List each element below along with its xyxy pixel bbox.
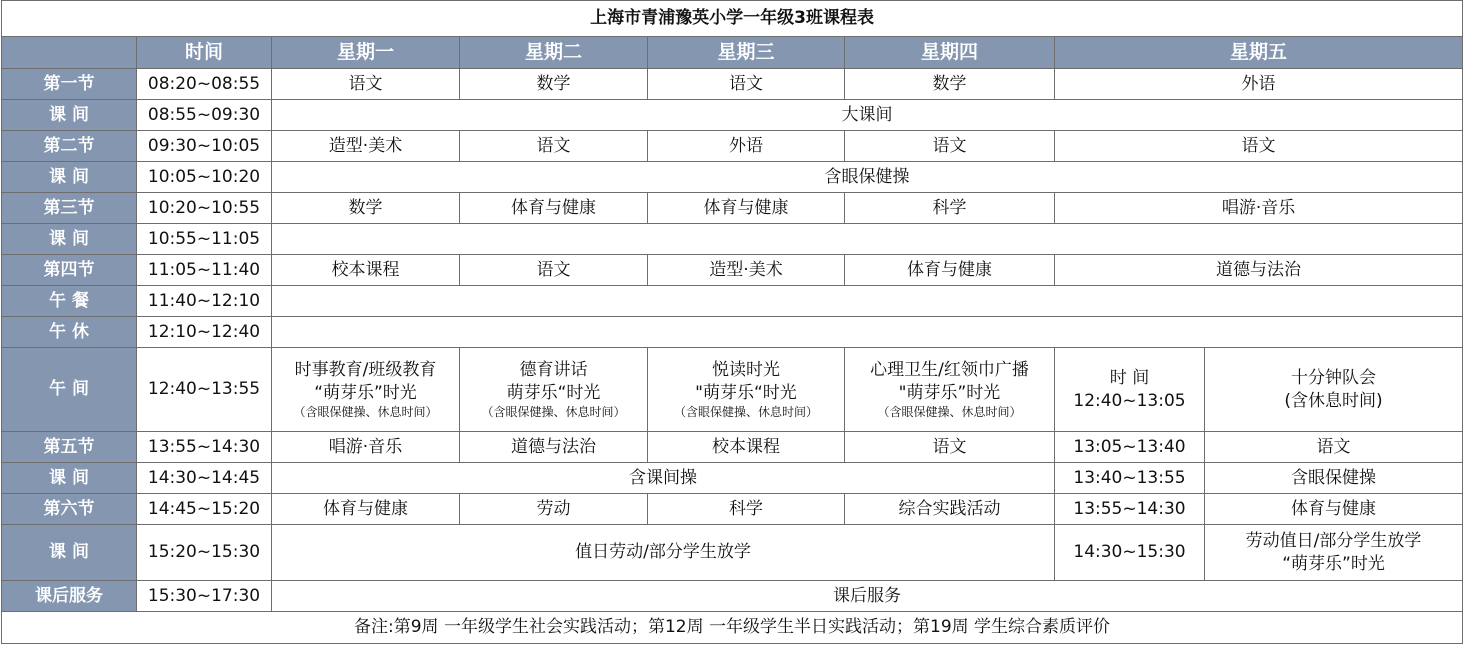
noon-line: 心理卫生/红领巾广播	[870, 359, 1029, 380]
period-label: 第四节	[2, 255, 137, 286]
period-label: 课 间	[2, 525, 137, 581]
table-row	[2, 432, 1463, 463]
page-title: 上海市青浦豫英小学一年级3班课程表	[2, 1, 1463, 37]
period-label: 课 间	[2, 224, 137, 255]
class-cell: 语文	[1205, 432, 1463, 463]
header-friday: 星期五	[1055, 37, 1463, 69]
class-cell: 语文	[272, 69, 460, 100]
class-cell: 体育与健康	[460, 193, 648, 224]
friday-time-cell: 13:40~13:55	[1055, 463, 1205, 494]
class-cell: 体育与健康	[272, 494, 460, 525]
class-cell: 道德与法治	[1055, 255, 1463, 286]
period-label: 课后服务	[2, 581, 137, 612]
break-cell	[272, 286, 1463, 317]
class-cell: 数学	[845, 69, 1055, 100]
class-cell: 语文	[460, 255, 648, 286]
break-cell: 值日劳动/部分学生放学	[272, 525, 1055, 581]
time-cell: 09:30~10:05	[137, 131, 272, 162]
time-cell: 10:55~11:05	[137, 224, 272, 255]
class-cell: 造型·美术	[272, 131, 460, 162]
class-cell: 唱游·音乐	[272, 432, 460, 463]
class-cell: 语文	[845, 432, 1055, 463]
period-label: 课 间	[2, 162, 137, 193]
table-row	[2, 255, 1463, 286]
noon-line: 悦读时光	[712, 359, 780, 380]
footer-note: 备注:第9周 一年级学生社会实践活动；第12周 一年级学生半日实践活动；第19周 学生综合素质评价	[2, 612, 1463, 644]
noon-note: （含眼保健操、休息时间）	[877, 404, 1022, 419]
class-cell: 语文	[460, 131, 648, 162]
noon-note: （含眼保健操、休息时间）	[673, 404, 818, 419]
break-cell	[272, 224, 1463, 255]
class-cell: 数学	[272, 193, 460, 224]
table-row	[2, 193, 1463, 224]
time-cell: 10:05~10:20	[137, 162, 272, 193]
table-row	[2, 286, 1463, 317]
break-cell: 大课间	[272, 100, 1463, 131]
table-row	[2, 131, 1463, 162]
time-cell: 11:05~11:40	[137, 255, 272, 286]
table-row	[2, 317, 1463, 348]
break-cell	[272, 317, 1463, 348]
friday-line: 劳动值日/部分学生放学	[1245, 530, 1422, 551]
time-cell: 15:30~17:30	[137, 581, 272, 612]
class-cell: 校本课程	[272, 255, 460, 286]
class-cell: 含眼保健操	[1205, 463, 1463, 494]
class-cell: 劳动	[460, 494, 648, 525]
class-cell: 外语	[648, 131, 845, 162]
friday-time-cell: 13:55~14:30	[1055, 494, 1205, 525]
noon-line: 时 间	[1109, 367, 1150, 388]
time-cell: 11:40~12:10	[137, 286, 272, 317]
time-cell: 15:20~15:30	[137, 525, 272, 581]
period-label: 第一节	[2, 69, 137, 100]
friday-line: “萌芽乐”时光	[1282, 553, 1385, 574]
noon-note: （含眼保健操、休息时间）	[481, 404, 626, 419]
class-cell: 综合实践活动	[845, 494, 1055, 525]
noon-line: “萌芽乐”时光	[314, 382, 417, 403]
table-row	[2, 581, 1463, 612]
header-tuesday: 星期二	[460, 37, 648, 69]
period-label: 第三节	[2, 193, 137, 224]
noon-line: "萌芽乐”时光	[898, 382, 1001, 403]
header-wednesday: 星期三	[648, 37, 845, 69]
period-label: 第二节	[2, 131, 137, 162]
class-cell: 体育与健康	[1205, 494, 1463, 525]
header-corner	[2, 37, 137, 69]
noon-line: 十分钟队会	[1291, 367, 1377, 388]
period-label: 午 餐	[2, 286, 137, 317]
period-label: 第五节	[2, 432, 137, 463]
period-label: 课 间	[2, 100, 137, 131]
class-cell	[1205, 348, 1463, 432]
table-row	[2, 69, 1463, 100]
class-cell: 外语	[1055, 69, 1463, 100]
class-cell: 科学	[648, 494, 845, 525]
period-label: 午 休	[2, 317, 137, 348]
period-label: 课 间	[2, 463, 137, 494]
time-cell: 13:55~14:30	[137, 432, 272, 463]
table-row	[2, 162, 1463, 193]
time-cell: 14:30~14:45	[137, 463, 272, 494]
friday-time-cell: 14:30~15:30	[1055, 525, 1205, 581]
friday-time-cell	[1055, 348, 1205, 432]
noon-line: (含休息时间)	[1284, 390, 1383, 411]
time-cell: 12:40~13:55	[137, 348, 272, 432]
class-cell	[460, 348, 648, 432]
noon-line: "萌芽乐“时光	[695, 382, 797, 403]
friday-time-cell: 13:05~13:40	[1055, 432, 1205, 463]
header-row	[2, 37, 1463, 69]
break-cell: 课后服务	[272, 581, 1463, 612]
class-cell: 唱游·音乐	[1055, 193, 1463, 224]
header-monday: 星期一	[272, 37, 460, 69]
class-cell: 语文	[845, 131, 1055, 162]
class-cell: 科学	[845, 193, 1055, 224]
break-cell: 含课间操	[272, 463, 1055, 494]
class-cell	[845, 348, 1055, 432]
period-label: 第六节	[2, 494, 137, 525]
class-cell: 造型·美术	[648, 255, 845, 286]
class-cell	[648, 348, 845, 432]
table-row	[2, 224, 1463, 255]
class-cell: 体育与健康	[648, 193, 845, 224]
header-thursday: 星期四	[845, 37, 1055, 69]
class-cell: 数学	[460, 69, 648, 100]
header-time: 时间	[137, 37, 272, 69]
time-cell: 12:10~12:40	[137, 317, 272, 348]
class-cell: 体育与健康	[845, 255, 1055, 286]
class-cell	[1205, 525, 1463, 581]
period-label: 午 间	[2, 348, 137, 432]
noon-note: （含眼保健操、休息时间）	[293, 404, 438, 419]
class-cell: 语文	[1055, 131, 1463, 162]
table-row	[2, 525, 1463, 581]
class-cell	[272, 348, 460, 432]
schedule-table	[1, 0, 1463, 644]
time-cell: 14:45~15:20	[137, 494, 272, 525]
class-cell: 语文	[648, 69, 845, 100]
class-cell: 校本课程	[648, 432, 845, 463]
table-row	[2, 494, 1463, 525]
noon-line: 德育讲话	[519, 359, 588, 380]
class-cell: 道德与法治	[460, 432, 648, 463]
break-cell: 含眼保健操	[272, 162, 1463, 193]
noon-line: 12:40~13:05	[1073, 390, 1186, 411]
table-row	[2, 463, 1463, 494]
time-cell: 08:55~09:30	[137, 100, 272, 131]
noon-line: 时事教育/班级教育	[294, 359, 437, 380]
time-cell: 08:20~08:55	[137, 69, 272, 100]
table-row	[2, 100, 1463, 131]
table-row	[2, 348, 1463, 432]
time-cell: 10:20~10:55	[137, 193, 272, 224]
noon-line: 萌芽乐“时光	[506, 382, 601, 403]
